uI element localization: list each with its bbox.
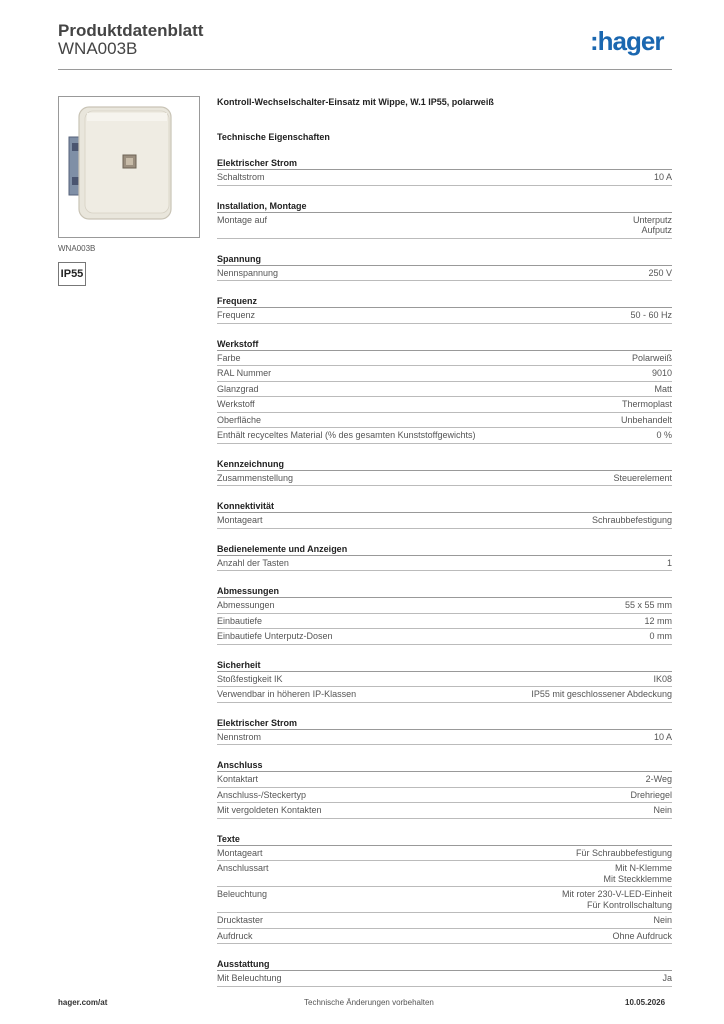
- product-image: [58, 96, 200, 238]
- spec-value: 2-Weg: [645, 774, 672, 784]
- spec-label: Montageart: [217, 515, 263, 525]
- spec-row: [217, 428, 672, 444]
- spec-section: [217, 659, 672, 703]
- spec-label: Nennspannung: [217, 267, 279, 278]
- spec-row: [217, 772, 672, 788]
- spec-label: Mit Beleuchtung: [217, 973, 282, 983]
- article-number: WNA003B: [58, 39, 138, 58]
- spec-label: Abmessungen: [217, 600, 275, 610]
- section-title: Elektrischer Strom: [217, 717, 672, 730]
- spec-value: 50 - 60 Hz: [630, 310, 672, 320]
- spec-section: [217, 253, 672, 282]
- spec-section: [217, 543, 672, 572]
- spec-section: [217, 759, 672, 819]
- spec-row: [217, 366, 672, 382]
- spec-row: [217, 861, 672, 887]
- spec-label: Mit vergoldeten Kontakten: [217, 805, 322, 815]
- spec-label: Anschlussart: [217, 863, 269, 873]
- spec-row: [217, 351, 672, 367]
- footer-notice: Technische Änderungen vorbehalten: [304, 998, 434, 1007]
- spec-row: [217, 471, 672, 487]
- spec-row: [217, 971, 672, 987]
- spec-label: Glanzgrad: [217, 383, 259, 394]
- spec-label: Anzahl der Tasten: [217, 557, 289, 568]
- spec-value: 0 %: [656, 430, 672, 440]
- spec-value: IP55 mit geschlossener Abdeckung: [531, 689, 672, 699]
- switch-illustration: [59, 97, 199, 237]
- section-title: Bedienelemente und Anzeigen: [217, 543, 672, 556]
- spec-label: Schaltstrom: [217, 172, 265, 182]
- spec-label: Kontaktart: [217, 774, 259, 784]
- spec-sections: [217, 157, 672, 987]
- spec-row: [217, 629, 672, 645]
- spec-value: Thermoplast: [621, 399, 672, 409]
- section-title: Installation, Montage: [217, 200, 672, 213]
- spec-value: Für Schraubbefestigung: [575, 847, 672, 858]
- spec-row: [217, 846, 672, 862]
- spec-label: Oberfläche: [217, 414, 262, 425]
- spec-label: Frequenz: [217, 310, 256, 320]
- spec-value: 0 mm: [649, 631, 672, 641]
- spec-section: [217, 500, 672, 529]
- section-title: Abmessungen: [217, 585, 672, 598]
- section-title: Konnektivität: [217, 500, 672, 513]
- spec-row: [217, 266, 672, 282]
- spec-label: Nennstrom: [217, 731, 262, 742]
- spec-label: Werkstoff: [217, 399, 255, 409]
- spec-value: Drehriegel: [630, 789, 672, 800]
- spec-section: [217, 458, 672, 487]
- spec-value: 250 V: [648, 267, 672, 278]
- footer-date: 10.05.2026: [625, 998, 666, 1007]
- spec-row: [217, 382, 672, 398]
- image-caption: WNA003B: [58, 244, 96, 253]
- spec-section: [217, 717, 672, 746]
- spec-row: [217, 413, 672, 429]
- spec-value: 12 mm: [644, 615, 672, 626]
- section-title: Texte: [217, 833, 672, 846]
- spec-row: [217, 213, 672, 239]
- spec-row: [217, 788, 672, 804]
- spec-section: [217, 338, 672, 444]
- spec-label: Verwendbar in höheren IP-Klassen: [217, 689, 357, 699]
- spec-section: [217, 585, 672, 645]
- spec-label: Montageart: [217, 847, 263, 858]
- spec-label: Drucktaster: [217, 915, 264, 925]
- section-title: Kennzeichnung: [217, 458, 672, 471]
- spec-row: [217, 308, 672, 324]
- section-title: Spannung: [217, 253, 672, 266]
- technical-heading: Technische Eigenschaften: [217, 132, 330, 142]
- spec-label: Enthält recyceltes Material (% des gesamten Kunststoffgewichts): [217, 430, 476, 440]
- spec-value: Nein: [653, 915, 672, 925]
- footer-site: hager.com/at: [58, 998, 108, 1007]
- spec-value: Ja: [662, 973, 672, 983]
- spec-label: Montage auf: [217, 214, 268, 225]
- spec-value: Unbehandelt: [620, 414, 672, 425]
- section-title: Anschluss: [217, 759, 672, 772]
- spec-value: Schraubbefestigung: [591, 515, 672, 525]
- spec-row: [217, 397, 672, 413]
- spec-value: Unterputz Aufputz: [632, 214, 672, 235]
- spec-label: Einbautiefe Unterputz-Dosen: [217, 631, 333, 641]
- spec-section: [217, 833, 672, 945]
- spec-row: [217, 556, 672, 572]
- section-title: Sicherheit: [217, 659, 672, 672]
- spec-section: [217, 157, 672, 186]
- spec-value: Steuerelement: [613, 472, 672, 483]
- spec-value: Polarweiß: [631, 352, 672, 363]
- spec-row: [217, 687, 672, 703]
- spec-value: Mit roter 230-V-LED-Einheit Für Kontrollschaltung: [561, 889, 672, 910]
- spec-row: [217, 614, 672, 630]
- ip-badge: IP55: [58, 262, 86, 286]
- spec-section: [217, 295, 672, 324]
- spec-row: [217, 929, 672, 945]
- spec-value: Mit N-Klemme Mit Steckklemme: [603, 863, 672, 884]
- spec-label: Beleuchtung: [217, 889, 268, 899]
- hager-logo: :hager: [590, 26, 664, 56]
- section-title: Elektrischer Strom: [217, 157, 672, 170]
- spec-row: [217, 803, 672, 819]
- logo-text: hager: [597, 26, 664, 56]
- spec-value: 55 x 55 mm: [624, 600, 672, 610]
- spec-row: [217, 513, 672, 529]
- spec-row: [217, 170, 672, 186]
- spec-label: Zusammenstellung: [217, 472, 294, 483]
- spec-value: 10 A: [653, 731, 672, 742]
- spec-row: [217, 730, 672, 746]
- page-title: Produktdatenblatt: [58, 21, 204, 40]
- product-description: Kontroll-Wechselschalter-Einsatz mit Wippe, W.1 IP55, polarweiß: [217, 97, 494, 107]
- spec-value: Nein: [653, 805, 672, 815]
- spec-label: Stoßfestigkeit IK: [217, 673, 283, 684]
- spec-label: Aufdruck: [217, 930, 253, 941]
- spec-row: [217, 887, 672, 913]
- spec-label: Einbautiefe: [217, 615, 263, 626]
- spec-value: Matt: [654, 383, 672, 394]
- spec-row: [217, 598, 672, 614]
- spec-content: [217, 96, 672, 987]
- spec-section: [217, 200, 672, 239]
- spec-value: 9010: [651, 368, 672, 378]
- spec-label: Anschluss-/Steckertyp: [217, 789, 307, 800]
- spec-value: Ohne Aufdruck: [612, 930, 672, 941]
- spec-row: [217, 672, 672, 688]
- spec-row: [217, 913, 672, 929]
- spec-value: IK08: [653, 673, 672, 684]
- spec-value: 10 A: [653, 172, 672, 182]
- section-title: Werkstoff: [217, 338, 672, 351]
- section-title: Frequenz: [217, 295, 672, 308]
- section-title: Ausstattung: [217, 958, 672, 971]
- spec-value: 1: [666, 557, 672, 568]
- spec-label: Farbe: [217, 352, 241, 363]
- header-divider: [58, 69, 672, 70]
- spec-section: [217, 958, 672, 987]
- spec-label: RAL Nummer: [217, 368, 272, 378]
